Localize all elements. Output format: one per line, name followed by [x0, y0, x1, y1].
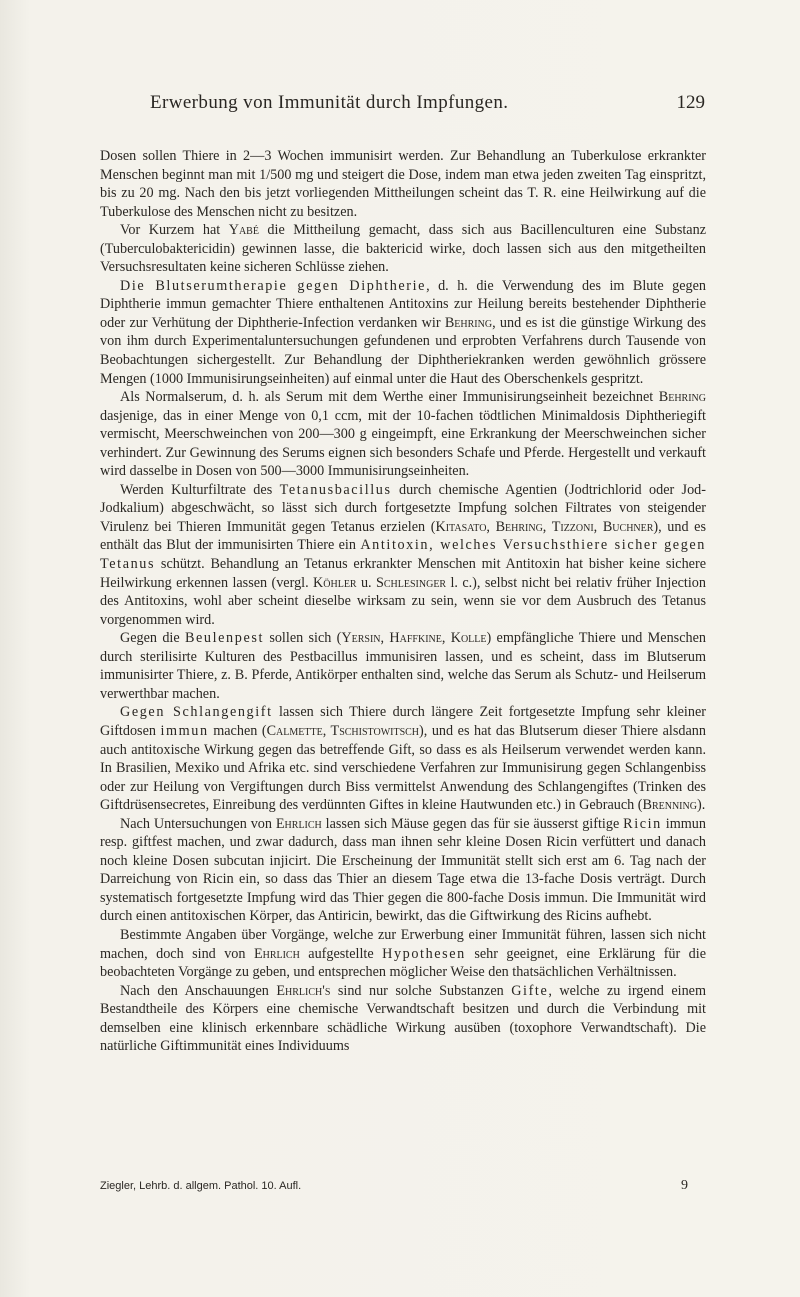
- running-title: Erwerbung von Immunität durch Impfungen.: [150, 92, 509, 113]
- text-run: Yersin, Haffkine, Kolle: [341, 630, 487, 647]
- text-run: lassen sich Mäuse gegen das für sie äusserst giftige: [321, 815, 624, 832]
- text-run: sehr geeignet, eine Erklärung für die beobachteten Vorgänge zu geben, und entsprechen möglicher Weise den thatsächlichen Verhältnissen.: [100, 945, 707, 981]
- text-run: , welche zu irgend einem Bestandtheile des Körpers eine chemische Verwandtschaft besitzen und durch die Verbindung mit demselben eine klinisch erkennbare schädliche Wirkung ausüben (toxophore Verwandtschaft). Die natürliche Giftimmunität eines Individuums: [100, 982, 706, 1055]
- text-run: Nach Untersuchungen von: [120, 815, 276, 832]
- text-run: Schlesinger: [375, 574, 447, 591]
- text-run: ), und es hat das Blutserum dieser Thiere alsdann auch antitoxische Wirkung gegen das betreffende Gift, so dass es als Heilserum verwendet werden kann. In Brasilien, Mexiko und Afrika etc. sind verschiedene Verfahren zur Immunisirung gegen Schlangenbiss oder zur Heilung von Vergiftungen durch Biss vermittelst Anwendung des Schlangengiftes (Trinken des Giftdrüsensecretes, Einreibung des verdünnten Giftes in kleine Hautwunden etc.) in Gebrauch (: [100, 722, 706, 814]
- text-run: 1/500: [259, 166, 292, 183]
- text-run: l. c.), selbst nicht bei relativ früher Injection des Antitoxins, wohl aber scheint dieselbe wirksam zu sein, wenn sie vor dem Ausbruch des Tetanus vorgenommen wird.: [100, 574, 706, 628]
- text-run: Calmette, Tschistowitsch: [266, 722, 420, 739]
- paragraph: [100, 147, 706, 221]
- text-run: Die Blutserumtherapie gegen Diphtherie: [120, 277, 427, 294]
- text-run: Ricin: [623, 815, 662, 832]
- text-run: durch chemische Agentien (Jodtrichlorid oder Jod-Jodkalium) abgeschwächt, so lässt sich durch fortgesetzte Impfung solchen Filtrates von steigender Virulenz bei Thieren Immunität gegen Tetanus erzielen (: [100, 481, 706, 535]
- text-run: die Mittheilung gemacht, dass sich aus Bacillenculturen eine Substanz (Tuberculobaktericidin) gewinnen lasse, die baktericid wirke, doch lassen sich aus den mitgetheilten Versuchsresultaten keine sicheren Schlüsse ziehen.: [100, 222, 706, 276]
- text-run: schützt. Behandlung an Tetanus erkrankter Menschen mit Antitoxin hat bisher keine sichere Heilwirkung erkennen lassen (vergl.: [100, 556, 706, 591]
- paragraph: [100, 982, 706, 1056]
- text-run: Werden Kulturfiltrate des: [120, 481, 280, 498]
- footer-note: Ziegler, Lehrb. d. allgem. Pathol. 10. Aufl.: [100, 1180, 302, 1192]
- text-run: Bestimmte Angaben über Vorgänge, welche zur Erwerbung einer Immunität führen, lassen sich nicht machen, doch sind von: [100, 926, 706, 962]
- body-text: [100, 147, 706, 1056]
- text-run: Gegen Schlangengift: [120, 704, 273, 721]
- text-run: Hypothesen: [382, 945, 466, 962]
- text-run: lassen sich Thiere durch längere Zeit fortgesetzte Impfung sehr kleiner Giftdosen: [100, 704, 706, 739]
- text-run: machen (: [208, 722, 267, 739]
- page-footer: [100, 1178, 706, 1198]
- page-number: 129: [676, 92, 705, 113]
- text-run: , und es ist die günstige Wirkung des von ihm durch Experimentaluntersuchungen gefundenen und erprobten Verfahrens durch Tausende von Beobachtungen sichergestellt. Zur Behandlung der Diphtheriekranken werden gewöhnlich grössere Mengen (1000 Immunisirungseinheiten) auf einmal unter die Haut des Oberschenkels gespritzt.: [100, 314, 706, 387]
- text-run: Behring: [658, 389, 706, 406]
- paragraph: [100, 815, 706, 926]
- text-run: mg und steigert die Dose, indem man etwa jeden zweiten Tag einspritzt, bis zu 20 mg. Nach den bis jetzt vorliegenden Mittheilungen scheint das T. R. eine Heilwirkung auf die Tuberkulose des Menschen nicht zu besitzen.: [100, 166, 706, 220]
- text-run: Als Normalserum, d. h. als Serum mit dem Werthe einer Immunisirungseinheit bezeichnet: [120, 389, 659, 406]
- text-run: sollen sich (: [264, 630, 342, 647]
- text-run: sind nur solche Substanzen: [330, 982, 512, 999]
- running-header: [140, 92, 705, 122]
- text-run: aufgestellte: [299, 945, 383, 962]
- text-run: Beulenpest: [184, 630, 265, 647]
- text-run: Gifte: [511, 982, 549, 999]
- text-run: ), und es enthält das Blut der immunisirten Thiere ein: [100, 518, 707, 554]
- text-run: Kitasato, Behring, Tizzoni, Buchner: [435, 518, 654, 535]
- text-run: Behring: [444, 314, 493, 331]
- paragraph: [100, 703, 706, 814]
- text-run: ).: [696, 797, 706, 814]
- text-run: Ehrlich: [275, 815, 322, 832]
- text-run: immun resp. giftfest machen, und zwar dadurch, dass man ihnen sehr kleine Dosen Ricin verfüttert und danach noch kleine Dosen subcutan injicirt. Die Erscheinung der Immunität stellt sich erst am 6. Tag nach der Darreichung von Ricin ein, so dass das Thier an diesem Tage etwa die 13-fache Dosis verträgt. Durch systematisch fortgesetzte Impfung wird das Thier gegen die 800-fache Dosis immun. Die Immunität wird durch einen antitoxischen Körper, das Antiricin, bewirkt, das die Giftwirkung des Ricins aufhebt.: [100, 815, 706, 925]
- text-run: Ehrlich's: [276, 982, 331, 999]
- paragraph: [100, 221, 706, 277]
- text-run: Yabé: [228, 222, 259, 239]
- text-run: Antitoxin, welches Versuchsthiere sicher gegen Tetanus: [100, 537, 706, 573]
- text-run: u.: [356, 574, 376, 591]
- text-run: Brenning: [642, 797, 697, 814]
- text-run: ) empfängliche Thiere und Menschen durch sterilisirte Kulturen des Pestbacillus immunisiren lassen, und es scheint, dass im Blutserum immunisirter Thiere, z. B. Pferde, Antikörper enthalten sind, welche das Serum als Schutz- und Heilserum verwerthbar machen.: [100, 630, 706, 702]
- text-run: dasjenige, das in einer Menge von 0,1 ccm, mit der 10-fachen tödtlichen Minimaldosis Diphtheriegift vermischt, Meerschweinchen von 200—300 g eingeimpft, eine Erkrankung der Meerschweinchen sicher verhindert. Zur Gewinnung des Serums eignen sich besonders Schafe und Pferde. Hergestellt und verkauft wird dasselbe in Dosen von 500—3000 Immunisirungseinheiten.: [100, 407, 706, 480]
- paragraph: [100, 926, 706, 982]
- paragraph: [100, 388, 706, 481]
- paragraph: [100, 629, 706, 703]
- text-run: immun: [160, 722, 209, 739]
- text-run: , d. h. die Verwendung des im Blute gegen Diphtherie immun gemachter Thiere enthaltenen Antitoxins zur Heilung bereits bestehender Diphtherie oder zur Verhütung der Diphtherie-Infection verdanken wir: [100, 277, 706, 331]
- text-run: Tetanusbacillus: [279, 481, 392, 498]
- text-run: Gegen die: [120, 630, 185, 647]
- paragraph: [100, 277, 706, 388]
- text-run: Köhler: [313, 574, 357, 591]
- text-run: Dosen sollen Thiere in 2—3 Wochen immunisirt werden. Zur Behandlung an Tuberkulose erkrankter Menschen beginnt man mit: [100, 148, 706, 183]
- signature-mark: 9: [681, 1178, 688, 1193]
- text-run: Vor Kurzem hat: [120, 222, 229, 239]
- text-run: Nach den Anschauungen: [120, 982, 277, 999]
- text-run: Ehrlich: [253, 945, 300, 962]
- paragraph: [100, 481, 706, 629]
